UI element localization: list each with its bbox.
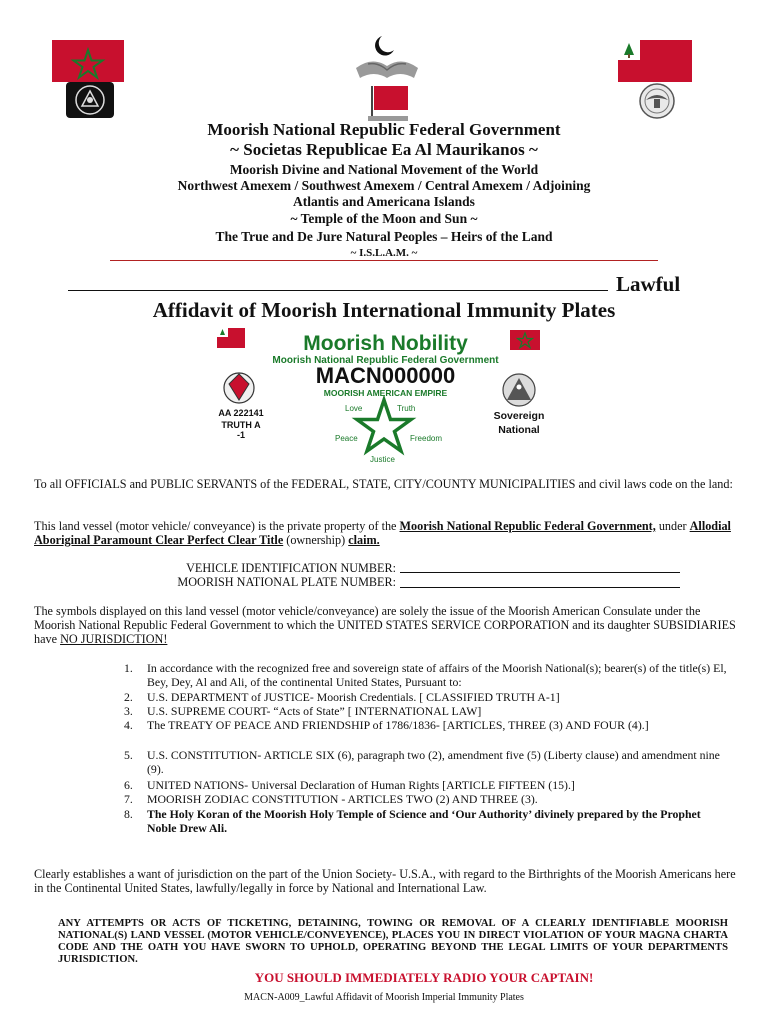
- ownership-claim: claim.: [348, 533, 380, 547]
- symbols-text: The symbols displayed on this land vessel (motor vehicle/conveyance) are solely the issue of the Moorish American Consulate under the Moorish National Republic Federal Government to which the UNITED STATES SERVICE CORPORATION and its daughter SUBSIDIARIES have: [34, 604, 736, 646]
- star-label-peace: Peace: [335, 434, 358, 443]
- ownership-title: Allodial Aboriginal Paramount Clear Perfect Clear Title: [34, 519, 731, 547]
- plate-left-truth: TRUTH A -1: [221, 420, 261, 440]
- temple-line: ~ Temple of the Moon and Sun ~: [290, 211, 478, 226]
- list-text: MOORISH ZODIAC CONSTITUTION - ARTICLES TWO (2) AND THREE (3).: [147, 792, 538, 806]
- list-text: In accordance with the recognized free and sovereign state of affairs of the Moorish National(s); bearer(s) of the title(s) El, Bey, Dey, Al and Ali, of the continental United States, Pursuant to:: [147, 661, 727, 689]
- list-number: 5.: [124, 748, 133, 762]
- plate-right-national: National: [498, 424, 540, 436]
- ownership-paragraph: [34, 519, 736, 547]
- plate-left-id: AA 222141: [218, 408, 264, 418]
- center-emblem: [354, 32, 420, 122]
- list-number: 4.: [124, 718, 133, 732]
- eagle-seal: [634, 82, 680, 120]
- header-line-1: Moorish National Republic Federal Government: [207, 120, 561, 139]
- list-text: The Holy Koran of the Moorish Holy Temple of Science and ‘Our Authority’ divinely prepared by the Prophet Noble Drew Ali.: [147, 807, 701, 835]
- list-number: 8.: [124, 807, 133, 821]
- list-item: [124, 704, 727, 718]
- plate-right-sovereign: Sovereign: [493, 410, 545, 422]
- list-text: UNITED NATIONS- Universal Declaration of Human Rights [ARTICLE FIFTEEN (15).]: [147, 778, 575, 792]
- star-label-freedom: Freedom: [410, 434, 443, 443]
- footer-text: MACN-A009_Lawful Affidavit of Moorish Imperial Immunity Plates: [244, 992, 524, 1003]
- red-white-flag: [618, 40, 692, 82]
- list-item: [124, 778, 727, 792]
- plate-number-field[interactable]: [400, 587, 680, 588]
- list-number: 2.: [124, 690, 133, 704]
- list-number: 1.: [124, 661, 133, 675]
- ownership-word: (ownership): [283, 533, 349, 547]
- header-line-6: [0, 211, 768, 227]
- list-item: [124, 718, 727, 748]
- warning-text: ANY ATTEMPTS OR ACTS OF TICKETING, DETAINING, TOWING OR REMOVAL OF A CLEARLY IDENTIFIABLE MOORISH NATIONAL(S) LAND VESSEL (MOTOR VEHICLE/CONVEYENCE), PLACES YOU IN DIRECT VIOLATION OF YOUR MAGNA CHARTA CODE AND THE OATH YOU HAVE SWORN TO UPHOLD, OPERATING BEYOND THE LEGAL LIMITS OF YOUR DEPARTMENTS JURISDICTION.: [58, 918, 728, 965]
- list-text: U.S. SUPREME COURT- “Acts of State” [ INTERNATIONAL LAW]: [147, 704, 482, 718]
- symbols-paragraph: [34, 604, 736, 646]
- list-number: 6.: [124, 778, 133, 792]
- list-item: [124, 807, 727, 837]
- list-number: 3.: [124, 704, 133, 718]
- moroccan-flag: [52, 40, 124, 82]
- star-label-justice: Justice: [370, 455, 395, 464]
- black-seal: [66, 82, 114, 118]
- immunity-plate: [207, 324, 564, 470]
- islam-line: ~ I.S.L.A.M. ~: [350, 247, 418, 259]
- lawful-label: Lawful: [616, 272, 681, 296]
- list-item: [124, 792, 727, 807]
- list-item: [124, 748, 727, 778]
- plate-number-label: MOORISH NATIONAL PLATE NUMBER:: [177, 575, 396, 589]
- list-text: U.S. DEPARTMENT of JUSTICE- Moorish Credentials. [ CLASSIFIED TRUTH A-1]: [147, 690, 560, 704]
- plate-heading: Moorish Nobility: [303, 332, 468, 355]
- header-line-8: [0, 247, 768, 259]
- radio-captain: YOU SHOULD IMMEDIATELY RADIO YOUR CAPTAIN!: [254, 970, 594, 985]
- list-text: The TREATY OF PEACE AND FRIENDSHIP of 1786/1836- [ARTICLES, THREE (3) AND FOUR (4).]: [147, 718, 649, 732]
- header-line-5: Atlantis and Americana Islands: [293, 194, 475, 209]
- plate-number: MACN000000: [315, 363, 456, 388]
- header-line-7: The True and De Jure Natural Peoples – Heirs of the Land: [215, 229, 553, 244]
- header-line-4: Northwest Amexem / Southwest Amexem / Central Amexem / Adjoining: [177, 178, 591, 193]
- pursuant-list: [124, 661, 727, 837]
- header-rule: [110, 260, 658, 261]
- plate-subheading: Moorish National Republic Federal Government: [272, 355, 499, 366]
- intro-paragraph: To all OFFICIALS and PUBLIC SERVANTS of the FEDERAL, STATE, CITY/COUNTY MUNICIPALITIES and civil laws code on the land:: [34, 477, 733, 491]
- page-title: Affidavit of Moorish International Immunity Plates: [152, 298, 616, 322]
- plate-empire: MOORISH AMERICAN EMPIRE: [323, 388, 448, 398]
- vin-field[interactable]: [400, 572, 680, 573]
- list-number: 7.: [124, 792, 133, 806]
- star-label-love: Love: [345, 404, 363, 413]
- society-name: ~ Societas Republicae Ea Al Maurikanos ~: [230, 140, 538, 159]
- header-line-3: Moorish Divine and National Movement of the World: [229, 162, 539, 177]
- ownership-text: This land vessel (motor vehicle/ conveyance) is the private property of the: [34, 519, 400, 533]
- ownership-under: under: [655, 519, 690, 533]
- list-item: [124, 690, 727, 704]
- name-fill-line: [68, 290, 608, 291]
- ownership-government: Moorish National Republic Federal Government,: [399, 519, 656, 533]
- list-text: U.S. CONSTITUTION- ARTICLE SIX (6), paragraph two (2), amendment five (5) (Liberty clause) and amendment nine (9).: [147, 748, 720, 776]
- header-line-2: [0, 140, 768, 160]
- vin-label: VEHICLE IDENTIFICATION NUMBER:: [186, 561, 396, 575]
- star-label-truth: Truth: [397, 404, 416, 413]
- list-item: [124, 661, 727, 690]
- jurisdiction-paragraph: Clearly establishes a want of jurisdiction on the part of the Union Society- U.S.A., with regard to the Birthrights of the Moorish Americans here in the Continental United States, lawfully/legally in force by National and International Law.: [34, 867, 736, 895]
- no-jurisdiction: NO JURISDICTION!: [60, 632, 168, 646]
